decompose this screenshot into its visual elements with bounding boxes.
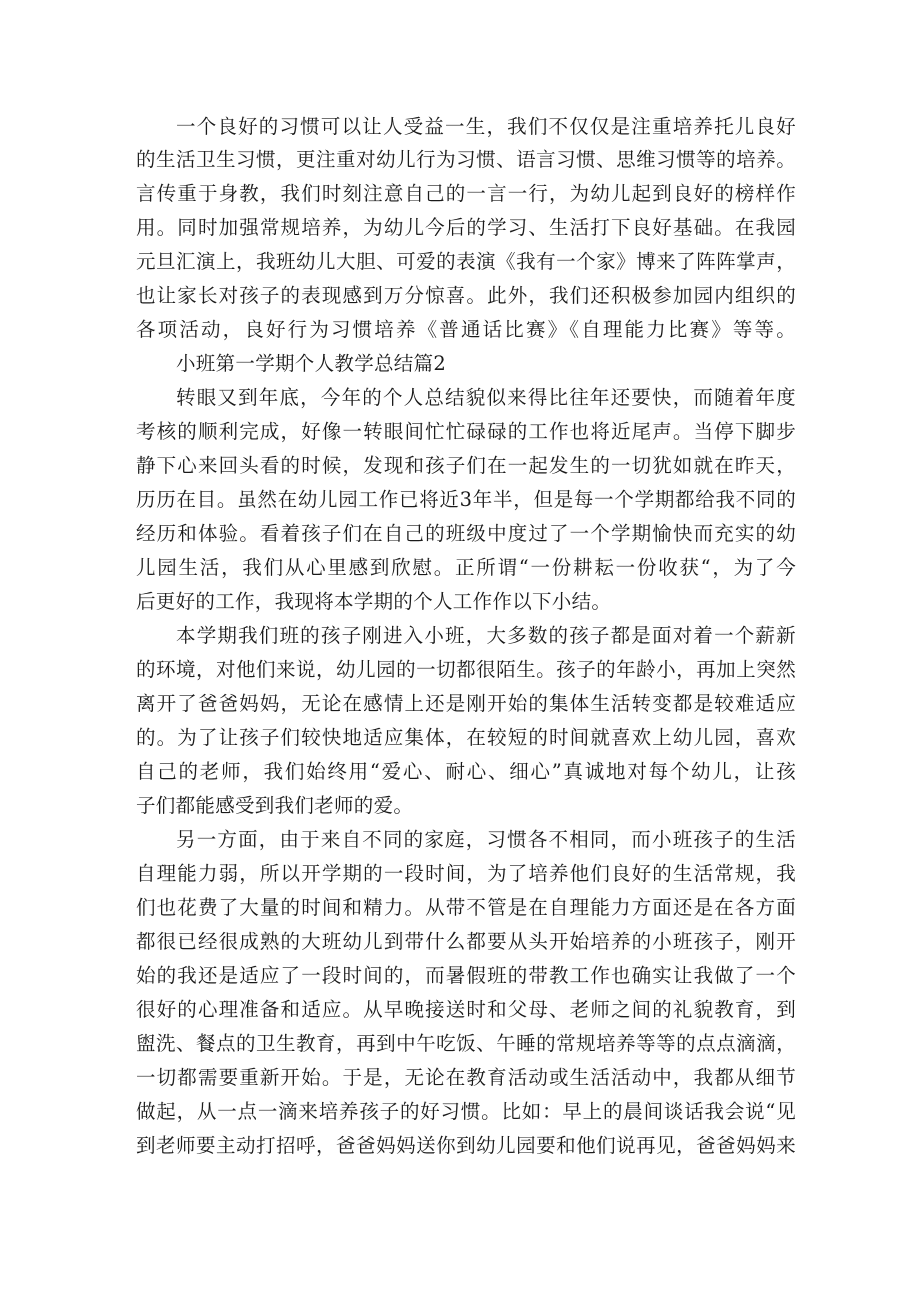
paragraph-line: 们也花费了大量的时间和精力。从带不管是在自理能力方面还是在各方面 [136, 896, 796, 919]
paragraph-line: 静下心来回头看的时候，发现和孩子们在一起发生的一切犹如就在昨天， [136, 454, 796, 477]
paragraph-line: 都很已经很成熟的大班幼儿到带什么都要从头开始培养的小班孩子，刚开 [136, 930, 796, 953]
paragraph-line: 儿园生活，我们从心里感到欣慰。正所谓“一份耕耘一份收获“，为了今 [136, 556, 796, 579]
paragraph-line: 的环境，对他们来说，幼儿园的一切都很陌生。孩子的年龄小，再加上突然 [136, 658, 796, 681]
paragraph-line: 一个良好的习惯可以让人受益一生，我们不仅仅是注重培养托儿良好 [176, 115, 796, 138]
paragraph-line: 的生活卫生习惯，更注重对幼儿行为习惯、语言习惯、思维习惯等的培养。 [136, 148, 796, 171]
paragraph-line: 做起，从一点一滴来培养孩子的好习惯。比如：早上的晨间谈话我会说“见 [136, 1100, 796, 1123]
paragraph-line: 用。同时加强常规培养，为幼儿今后的学习、生活打下良好基础。在我园 [136, 216, 796, 239]
paragraph-line: 另一方面，由于来自不同的家庭，习惯各不相同，而小班孩子的生活 [176, 828, 796, 851]
paragraph-line: 本学期我们班的孩子刚进入小班，大多数的孩子都是面对着一个薪新 [176, 624, 796, 647]
paragraph-line: 一切都需要重新开始。于是，无论在教育活动或生活活动中，我都从细节 [136, 1066, 796, 1089]
paragraph-line: 也让家长对孩子的表现感到万分惊喜。此外，我们还积极参加园内组织的 [136, 284, 796, 307]
paragraph-line: 子们都能感受到我们老师的爱。 [136, 794, 414, 817]
paragraph-line: 离开了爸爸妈妈，无论在感情上还是刚开始的集体生活转变都是较难适应 [136, 692, 796, 715]
paragraph-line: 自理能力弱，所以开学期的一段时间，为了培养他们良好的生活常规，我 [136, 862, 796, 885]
paragraph-line: 言传重于身教，我们时刻注意自己的一言一行，为幼儿起到良好的榜样作 [136, 182, 796, 205]
paragraph-line: 经历和体验。看着孩子们在自己的班级中度过了一个学期愉快而充实的幼 [136, 522, 796, 545]
paragraph-line: 历历在目。虽然在幼儿园工作已将近3年半，但是每一个学期都给我不同的 [136, 488, 796, 511]
paragraph-line: 盥洗、餐点的卫生教育，再到中午吃饭、午睡的常规培养等等的点点滴滴， [136, 1032, 796, 1055]
paragraph-line: 自己的老师，我们始终用“爱心、耐心、细心”真诚地对每个幼儿，让孩 [136, 760, 796, 783]
paragraph-line: 到老师要主动打招呼，爸爸妈妈送你到幼儿园要和他们说再见，爸爸妈妈来 [136, 1134, 796, 1157]
paragraph-line: 元旦汇演上，我班幼儿大胆、可爱的表演《我有一个家》博来了阵阵掌声， [136, 250, 796, 273]
paragraph-line: 很好的心理准备和适应。从早晚接送时和父母、老师之间的礼貌教育，到 [136, 998, 796, 1021]
section-heading: 小班第一学期个人教学总结篇2 [176, 352, 447, 375]
paragraph-line: 后更好的工作，我现将本学期的个人工作作以下小结。 [136, 590, 612, 613]
paragraph-line: 的。为了让孩子们较快地适应集体，在较短的时间就喜欢上幼儿园，喜欢 [136, 726, 796, 749]
paragraph-line: 各项活动，良好行为习惯培养《普通话比赛》《自理能力比赛》等等。 [136, 318, 796, 341]
paragraph-line: 考核的顺利完成，好像一转眼间忙忙碌碌的工作也将近尾声。当停下脚步 [136, 420, 796, 443]
paragraph-line: 转眼又到年底，今年的个人总结貌似来得比往年还要快，而随着年度 [176, 386, 796, 409]
paragraph-line: 始的我还是适应了一段时间的，而暑假班的带教工作也确实让我做了一个 [136, 964, 796, 987]
